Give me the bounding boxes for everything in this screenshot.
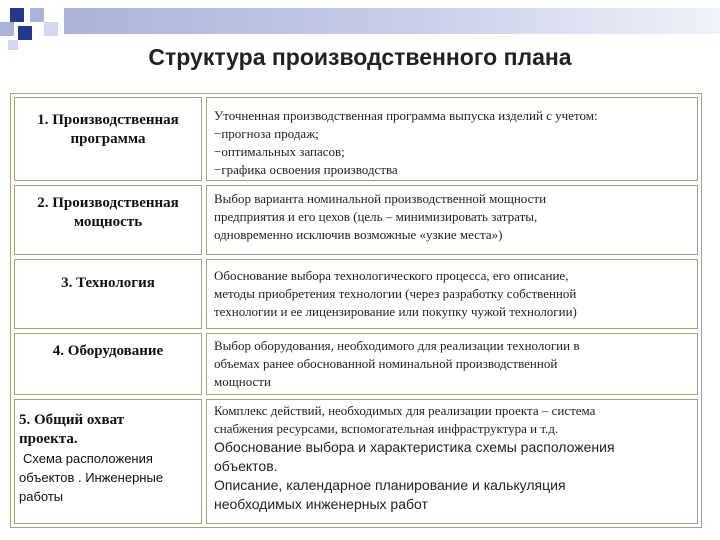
- row-detail-project-scope: [206, 399, 698, 524]
- detail-line: Выбор оборудования, необходимого для реализации технологии в: [214, 338, 580, 353]
- heading-line: 4. Оборудование: [52, 343, 164, 359]
- corner-square-light: [30, 8, 44, 22]
- heading-line: 1. Производственная: [37, 112, 179, 128]
- heading-line: проекта.: [19, 431, 78, 447]
- heading-extra-line: Схема расположения: [23, 451, 153, 466]
- detail-line: одновременно исключив возможные «узкие места»): [214, 227, 503, 242]
- detail-extra-line: объектов.: [214, 458, 278, 474]
- header-gradient-bar: [64, 8, 720, 34]
- heading-line: 3. Технология: [61, 275, 155, 291]
- row-heading-technology: [14, 259, 202, 329]
- heading-extra-line: объектов . Инженерные: [19, 470, 164, 485]
- corner-square-light: [0, 22, 14, 36]
- detail-line: методы приобретения технологии (через разработку собственной: [214, 286, 577, 301]
- heading-extra-line: работы: [19, 489, 64, 504]
- detail-line: −графика освоения производства: [214, 162, 398, 177]
- row-detail-equipment: [206, 333, 698, 395]
- corner-square-dark: [10, 8, 24, 22]
- detail-line: Выбор варианта номинальной производственной мощности: [214, 191, 547, 206]
- slide-title: Структура производственного плана: [148, 44, 572, 70]
- detail-extra-line: необходимых инженерных работ: [214, 496, 428, 512]
- detail-line: Обоснование выбора технологического процесса, его описание,: [214, 268, 569, 283]
- heading-line: мощность: [73, 214, 143, 230]
- detail-line: Комплекс действий, необходимых для реализации проекта – система: [214, 403, 596, 418]
- corner-square-dark: [18, 26, 32, 40]
- detail-line: Уточненная производственная программа выпуска изделий с учетом:: [214, 108, 598, 123]
- row-detail-capacity: [206, 185, 698, 255]
- detail-line: объемах ранее обоснованной номинальной производственной: [214, 356, 558, 371]
- detail-extra-line: Обоснование выбора и характеристика схемы расположения: [214, 439, 615, 455]
- row-heading-project-scope: [14, 399, 202, 524]
- corner-square-pale: [44, 22, 58, 36]
- detail-line: технологии и ее лицензирование или покупку чужой технологии): [214, 304, 577, 319]
- detail-extra-line: Описание, календарное планирование и калькуляция: [214, 477, 566, 493]
- heading-line: 5. Общий охват: [19, 412, 125, 428]
- detail-line: снабжения ресурсами, вспомогательная инфраструктура и т.д.: [214, 421, 559, 436]
- row-heading-equipment: [14, 333, 202, 395]
- detail-line: мощности: [214, 374, 271, 389]
- detail-line: −оптимальных запасов;: [214, 144, 345, 159]
- heading-line: программа: [70, 131, 146, 147]
- detail-line: предприятия и его цехов (цель – минимизировать затраты,: [214, 209, 538, 224]
- row-heading-production-program: [14, 97, 202, 181]
- row-detail-technology: [206, 259, 698, 329]
- row-heading-capacity: [14, 185, 202, 255]
- heading-line: 2. Производственная: [37, 195, 179, 211]
- row-detail-production-program: [206, 97, 698, 181]
- detail-line: −прогноза продаж;: [214, 126, 319, 141]
